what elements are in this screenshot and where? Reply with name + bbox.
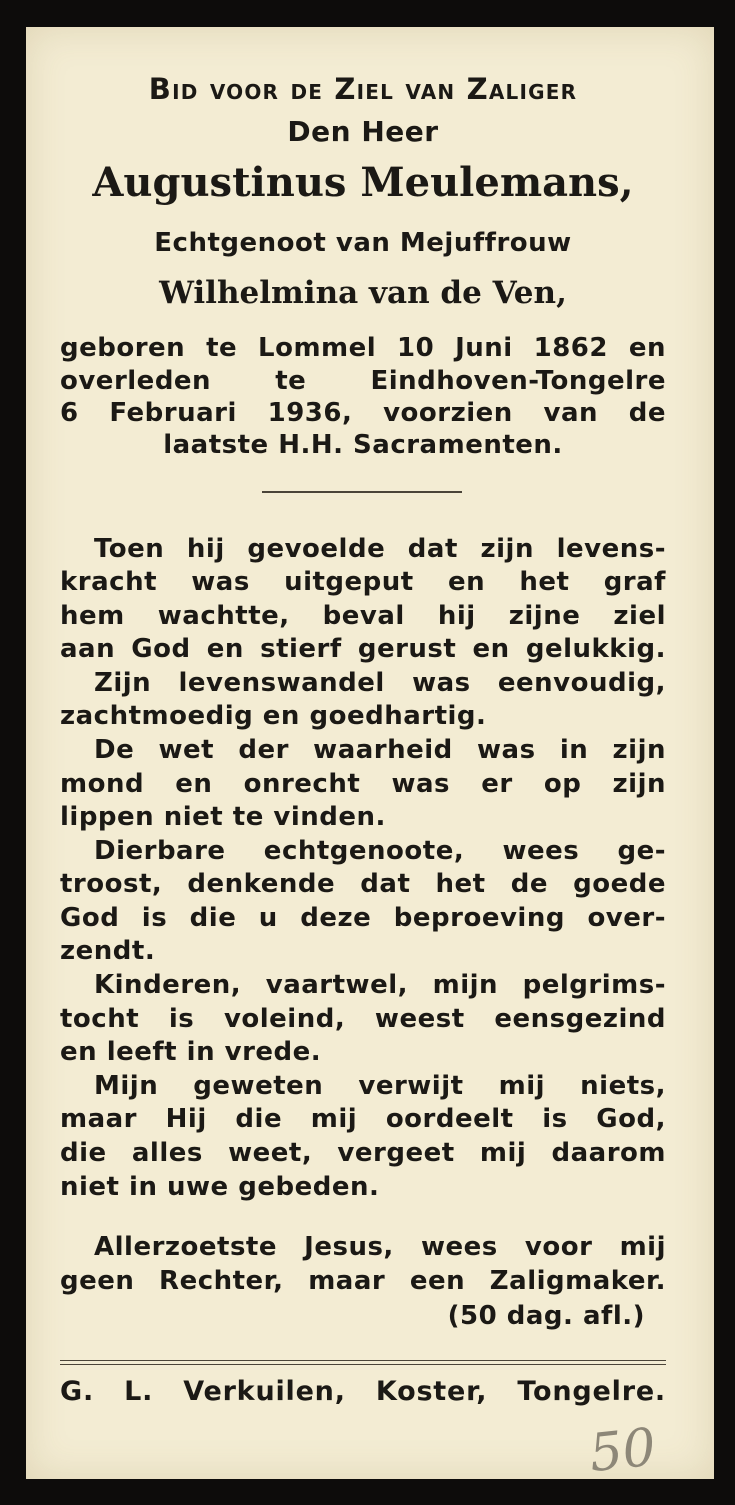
text-line: hem wachtte, beval hij zijne ziel <box>60 601 666 631</box>
relation-line: Echtgenoot van Mejuffrouw <box>154 228 572 258</box>
text-line: aan God en stierf gerust en gelukkig. <box>60 634 666 664</box>
indulgence-note: (50 dag. afl.) <box>447 1301 645 1331</box>
biography-line: overleden te Eindhoven-Tongelre <box>60 366 666 396</box>
memorial-card <box>26 27 714 1485</box>
text-line: en leeft in vrede. <box>60 1037 322 1067</box>
printer-credit: G. L. Verkuilen, Koster, Tongelre. <box>60 1376 666 1407</box>
text-line: De wet der waarheid was in zijn <box>94 735 666 765</box>
handwritten-note <box>581 1405 691 1485</box>
biography-line: laatste H.H. Sacramenten. <box>163 430 563 460</box>
biography-line: 6 Februari 1936, voorzien van de <box>60 398 666 428</box>
text-line: lippen niet te vinden. <box>60 802 386 832</box>
text-line: die alles weet, vergeet mij daarom <box>60 1138 666 1168</box>
footer-divider <box>60 1364 666 1365</box>
text-line: Zijn levenswandel was eenvoudig, <box>94 668 666 698</box>
spouse-name: Wilhelmina van de Ven, <box>159 275 567 311</box>
text-line: Dierbare echtgenoote, wees ge- <box>94 836 666 866</box>
text-line: mond en onrecht was er op zijn <box>60 769 666 799</box>
divider <box>262 491 462 493</box>
deceased-name: Augustinus Meulemans, <box>92 159 634 206</box>
text-line: zendt. <box>60 936 156 966</box>
text-line: zachtmoedig en goedhartig. <box>60 701 487 731</box>
footer-divider <box>60 1360 666 1361</box>
handwritten-note-text: 50 <box>586 1417 659 1485</box>
prayer-heading: Bid voor de Ziel van Zaliger <box>148 72 578 106</box>
text-line: troost, denkende dat het de goede <box>60 869 666 899</box>
text-line: God is die u deze beproeving over- <box>60 903 666 933</box>
text-line: Mijn geweten verwijt mij niets, <box>94 1071 666 1101</box>
text-line: maar Hij die mij oordeelt is God, <box>60 1104 666 1134</box>
prayer-line: geen Rechter, maar een Zaligmaker. <box>60 1266 666 1296</box>
text-line: tocht is voleind, weest eensgezind <box>60 1004 666 1034</box>
text-line: niet in uwe gebeden. <box>60 1172 380 1202</box>
prayer-line: Allerzoetste Jesus, wees voor mij <box>94 1232 666 1262</box>
text-line: Kinderen, vaartwel, mijn pelgrims- <box>94 970 666 1000</box>
honorific: Den Heer <box>287 115 439 148</box>
text-line: Toen hij gevoelde dat zijn levens- <box>94 534 666 564</box>
biography-line: geboren te Lommel 10 Juni 1862 en <box>60 333 666 363</box>
text-line: kracht was uitgeput en het graf <box>60 567 666 597</box>
